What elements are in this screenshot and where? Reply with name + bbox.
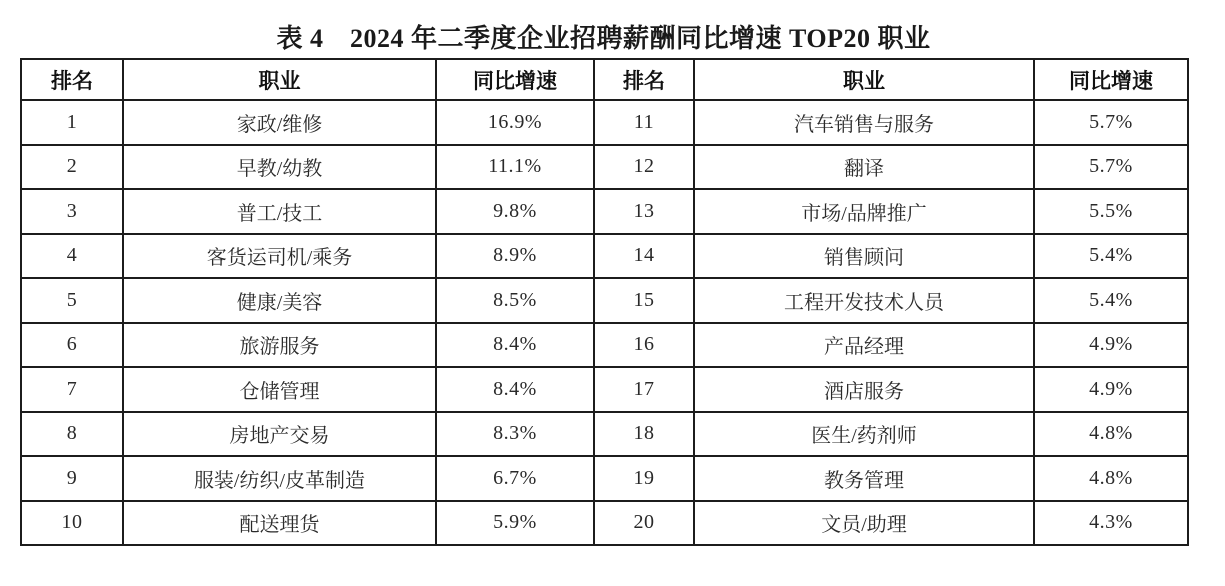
rank-cell: 6 — [21, 323, 123, 368]
growth-cell: 5.4% — [1034, 278, 1188, 323]
growth-cell: 5.5% — [1034, 189, 1188, 234]
header-row — [21, 59, 1188, 100]
header-growth-right: 同比增速 — [1034, 59, 1188, 100]
growth-cell: 9.8% — [436, 189, 594, 234]
occupation-cell: 翻译 — [694, 145, 1034, 190]
growth-cell: 8.3% — [436, 412, 594, 457]
growth-cell: 11.1% — [436, 145, 594, 190]
rank-cell: 19 — [594, 456, 694, 501]
occupation-cell: 医生/药剂师 — [694, 412, 1034, 457]
growth-cell: 16.9% — [436, 100, 594, 145]
growth-cell: 8.4% — [436, 367, 594, 412]
growth-cell: 5.7% — [1034, 145, 1188, 190]
table-row — [21, 412, 1188, 457]
table-row — [21, 278, 1188, 323]
occupation-cell: 健康/美容 — [123, 278, 436, 323]
rank-cell: 5 — [21, 278, 123, 323]
rank-cell: 7 — [21, 367, 123, 412]
rank-cell: 2 — [21, 145, 123, 190]
growth-cell: 5.4% — [1034, 234, 1188, 279]
rank-cell: 17 — [594, 367, 694, 412]
occupation-cell: 旅游服务 — [123, 323, 436, 368]
occupation-cell: 客货运司机/乘务 — [123, 234, 436, 279]
rank-cell: 8 — [21, 412, 123, 457]
table-body — [21, 100, 1188, 545]
occupation-cell: 工程开发技术人员 — [694, 278, 1034, 323]
growth-cell: 4.8% — [1034, 412, 1188, 457]
rank-cell: 11 — [594, 100, 694, 145]
occupation-cell: 配送理货 — [123, 501, 436, 546]
rank-cell: 18 — [594, 412, 694, 457]
occupation-cell: 产品经理 — [694, 323, 1034, 368]
occupation-cell: 房地产交易 — [123, 412, 436, 457]
table-header — [21, 59, 1188, 100]
occupation-cell: 酒店服务 — [694, 367, 1034, 412]
title-bar — [20, 0, 1187, 58]
rank-cell: 13 — [594, 189, 694, 234]
growth-cell: 8.9% — [436, 234, 594, 279]
rank-cell: 15 — [594, 278, 694, 323]
occupation-cell: 服装/纺织/皮革制造 — [123, 456, 436, 501]
rank-cell: 1 — [21, 100, 123, 145]
growth-cell: 8.5% — [436, 278, 594, 323]
occupation-cell: 汽车销售与服务 — [694, 100, 1034, 145]
growth-cell: 5.7% — [1034, 100, 1188, 145]
salary-growth-top20-table — [20, 58, 1189, 546]
occupation-cell: 市场/品牌推广 — [694, 189, 1034, 234]
table-row — [21, 189, 1188, 234]
header-occupation-right: 职业 — [694, 59, 1034, 100]
rank-cell: 3 — [21, 189, 123, 234]
growth-cell: 4.9% — [1034, 323, 1188, 368]
occupation-cell: 早教/幼教 — [123, 145, 436, 190]
rank-cell: 4 — [21, 234, 123, 279]
header-occupation-left: 职业 — [123, 59, 436, 100]
rank-cell: 20 — [594, 501, 694, 546]
table-row — [21, 234, 1188, 279]
table-title: 表 4 2024 年二季度企业招聘薪酬同比增速 TOP20 职业 — [276, 23, 931, 53]
growth-cell: 4.9% — [1034, 367, 1188, 412]
occupation-cell: 文员/助理 — [694, 501, 1034, 546]
occupation-cell: 教务管理 — [694, 456, 1034, 501]
occupation-cell: 仓储管理 — [123, 367, 436, 412]
growth-cell: 6.7% — [436, 456, 594, 501]
occupation-cell: 普工/技工 — [123, 189, 436, 234]
header-growth-left: 同比增速 — [436, 59, 594, 100]
table-row — [21, 323, 1188, 368]
table-row — [21, 367, 1188, 412]
rank-cell: 16 — [594, 323, 694, 368]
occupation-cell: 家政/维修 — [123, 100, 436, 145]
rank-cell: 10 — [21, 501, 123, 546]
growth-cell: 5.9% — [436, 501, 594, 546]
rank-cell: 14 — [594, 234, 694, 279]
header-rank-left: 排名 — [21, 59, 123, 100]
growth-cell: 4.8% — [1034, 456, 1188, 501]
table-row — [21, 100, 1188, 145]
rank-cell: 9 — [21, 456, 123, 501]
occupation-cell: 销售顾问 — [694, 234, 1034, 279]
table-row — [21, 501, 1188, 546]
table-row — [21, 145, 1188, 190]
growth-cell: 4.3% — [1034, 501, 1188, 546]
table-row — [21, 456, 1188, 501]
growth-cell: 8.4% — [436, 323, 594, 368]
rank-cell: 12 — [594, 145, 694, 190]
header-rank-right: 排名 — [594, 59, 694, 100]
